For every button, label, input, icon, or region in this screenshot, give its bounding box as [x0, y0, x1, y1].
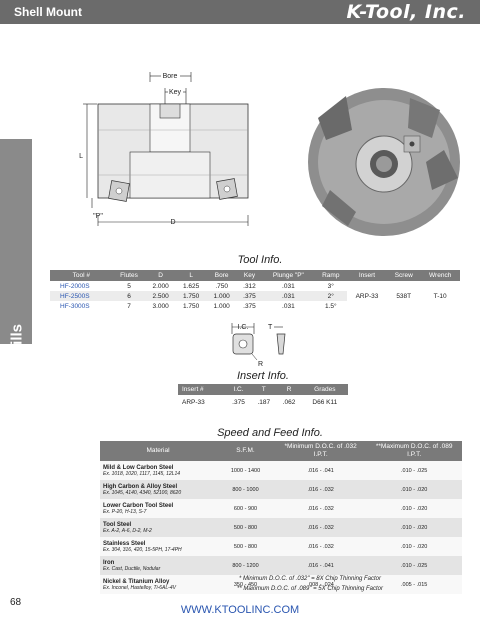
table-row: HF-2000S 5 2.000 1.625 .750 .312 .031 3° ARP-33 538T T-10 — [50, 281, 460, 291]
tool-info-table — [50, 270, 460, 311]
table-row: ARP-33 .375 .187 .062 D66 K11 — [182, 398, 338, 406]
table-row: HF-2500S 6 2.500 1.750 1.000 .375 .031 2° — [50, 291, 460, 301]
t-label: T — [268, 324, 273, 331]
col-wrench: Wrench — [420, 270, 460, 281]
footnote-max: ** Maximum D.O.C. of .089" = 5X Chip Thinning Factor — [236, 586, 384, 592]
col-tool: Tool # — [50, 270, 113, 281]
table-row: Tool Steel Ex. A-2, A-6, D-2, M-2 500 - 800 .016 - .032 .010 - .020 — [100, 518, 462, 537]
screw-cell: 538T — [396, 292, 412, 300]
section-title: Shell Mount — [14, 5, 82, 19]
table-row: Lower Carbon Tool Steel Ex. P-20, H-13, S-7 600 - 900 .016 - .032 .010 - .020 — [100, 499, 462, 518]
col-insert: Insert — [347, 270, 387, 281]
col-key: Key — [237, 270, 262, 281]
website-link[interactable]: WWW.KTOOLINC.COM — [180, 604, 300, 616]
r-label: R — [258, 361, 264, 368]
p-label: "P" — [93, 213, 103, 220]
ic-label: I.C. — [237, 324, 249, 331]
col-bore: Bore — [206, 270, 237, 281]
tool-info-title: Tool Info. — [237, 254, 283, 266]
table-row: Iron Ex. Cast, Ductile, Nodular 800 - 1200 .016 - .041 .010 - .025 — [100, 556, 462, 575]
wrench-cell: T-10 — [433, 292, 447, 300]
col-screw: Screw — [387, 270, 420, 281]
cutter-drawing — [0, 0, 480, 240]
col-plunge: Plunge "P" — [262, 270, 315, 281]
table-row: HF-3000S 7 3.000 1.750 1.000 .375 .031 1.5° — [60, 302, 337, 310]
col-flutes: Flutes — [113, 270, 146, 281]
table-row: High Carbon & Alloy Steel Ex. 1045, 4140, 4340, 52100, 8620 800 - 1000 .016 - .032 .010 - .020 — [100, 480, 462, 499]
footnote-min: * Minimum D.O.C. of .032" = 8X Chip Thinning Factor — [238, 576, 382, 582]
brand-logo: K-Tool, Inc. — [346, 1, 466, 23]
insert-info-title: Insert Info. — [237, 370, 289, 382]
table-row: Mild & Low Carbon Steel Ex. 1018, 1020, 1117, 1145, 12L14 1000 - 1400 .016 - .041 .010 - .025 — [100, 461, 462, 480]
speed-feed-table: Material S.F.M. *Minimum D.O.C. of .032 I.P.T. **Maximum D.O.C. of .089 I.P.T. Mild & Low Carbon Steel Ex. 1018, 1020, 1117, 1145, 12L14 1000 - 1400 .016 - .041 .010 - .025 High Carbon & Alloy Steel Ex. 1045, 4140, 4340, 52100, 8620 800 - 1000 .016 - .032 .010 - .020 Lower Carbon Tool Steel Ex. P-20, H-13, S-7 600 - 900 .016 - .032 .010 - .020 Tool Steel Ex. A-2, A-6, D-2, M-2 500 - 800 .016 - .032 .010 - .020 Stainless Steel Ex. 304, 316, 420, 15-5PH, 17-4PH 500 - 800 .016 - .032 .010 - .020 Iron Ex. Cast, Ductile, Nodular 800 - 1200 .016 - .041 .010 - .025 Nickel & Titanium Alloy Ex. Inconel, Hastelloy, Ti-6AL-4V 350 - 450 .008 - .024 .005 - .015 — [100, 441, 462, 594]
table-row: Stainless Steel Ex. 304, 316, 420, 15-5PH, 17-4PH 500 - 800 .016 - .032 .010 - .020 — [100, 537, 462, 556]
insert-info-table: Insert # I.C. T R Grades ARP-33 .375 .187 .062 D66 K11 — [178, 384, 348, 409]
key-label: Key — [168, 89, 182, 96]
l-label: L — [79, 153, 83, 160]
cutter-photo — [308, 88, 460, 236]
table-row: Nickel & Titanium Alloy Ex. Inconel, Hastelloy, Ti-6AL-4V 350 - 450 .008 - .024 .005 - .015 — [100, 575, 462, 594]
side-tab-label: High Feed Mills — [8, 323, 26, 435]
bore-label: Bore — [162, 73, 178, 80]
d-label: D — [170, 219, 176, 226]
page-number: 68 — [10, 597, 22, 608]
col-ramp: Ramp — [315, 270, 347, 281]
speed-feed-title: Speed and Feed Info. — [217, 427, 323, 439]
insert-cell: ARP-33 — [355, 292, 379, 300]
col-d: D — [145, 270, 176, 281]
col-l: L — [176, 270, 207, 281]
